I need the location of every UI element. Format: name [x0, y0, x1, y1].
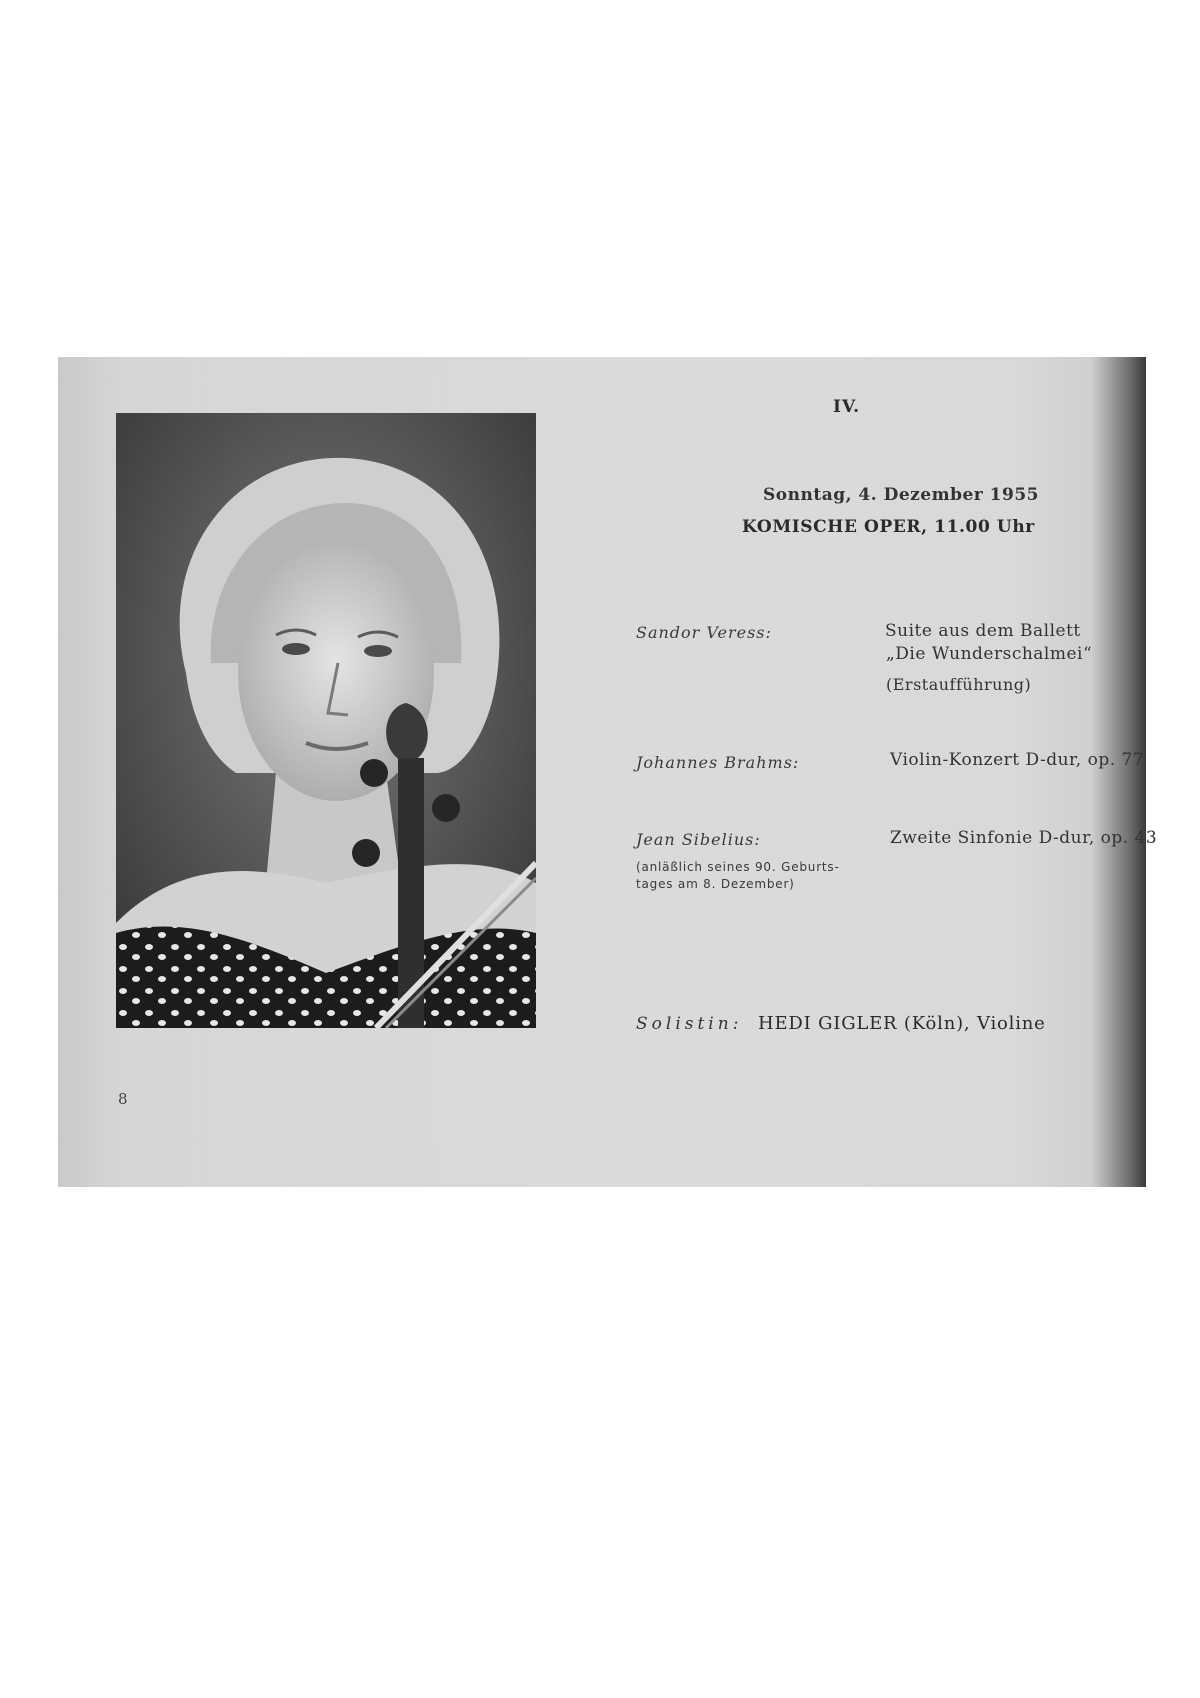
program-work-line: Suite aus dem Ballett	[885, 621, 1081, 641]
program-work-line: Zweite Sinfonie D-dur, op. 43	[890, 828, 1158, 848]
program-work-line: Violin-Konzert D-dur, op. 77	[890, 750, 1145, 770]
soloist-name: HEDI GIGLER (Köln), Violine	[758, 1013, 1046, 1034]
program-work-line: „Die Wunderschalmei“	[886, 644, 1093, 664]
concert-venue: KOMISCHE OPER, 11.00 Uhr	[742, 517, 1035, 537]
program-composer: Sandor Veress:	[636, 623, 772, 642]
program-work-line: (Erstaufführung)	[886, 675, 1032, 694]
concert-date: Sonntag, 4. Dezember 1955	[763, 485, 1039, 505]
program-composer: Johannes Brahms:	[636, 753, 800, 772]
concert-number: IV.	[833, 397, 861, 417]
soloist-label: Solistin:	[636, 1014, 743, 1034]
program-note-line: tages am 8. Dezember)	[636, 877, 795, 891]
program-note-line: (anläßlich seines 90. Geburts-	[636, 860, 840, 874]
program-page	[58, 357, 1158, 1187]
program-composer: Jean Sibelius:	[636, 830, 761, 849]
portrait-illustration	[116, 413, 536, 1028]
page-number: 8	[118, 1090, 128, 1108]
violinist-portrait-photo	[116, 413, 536, 1028]
